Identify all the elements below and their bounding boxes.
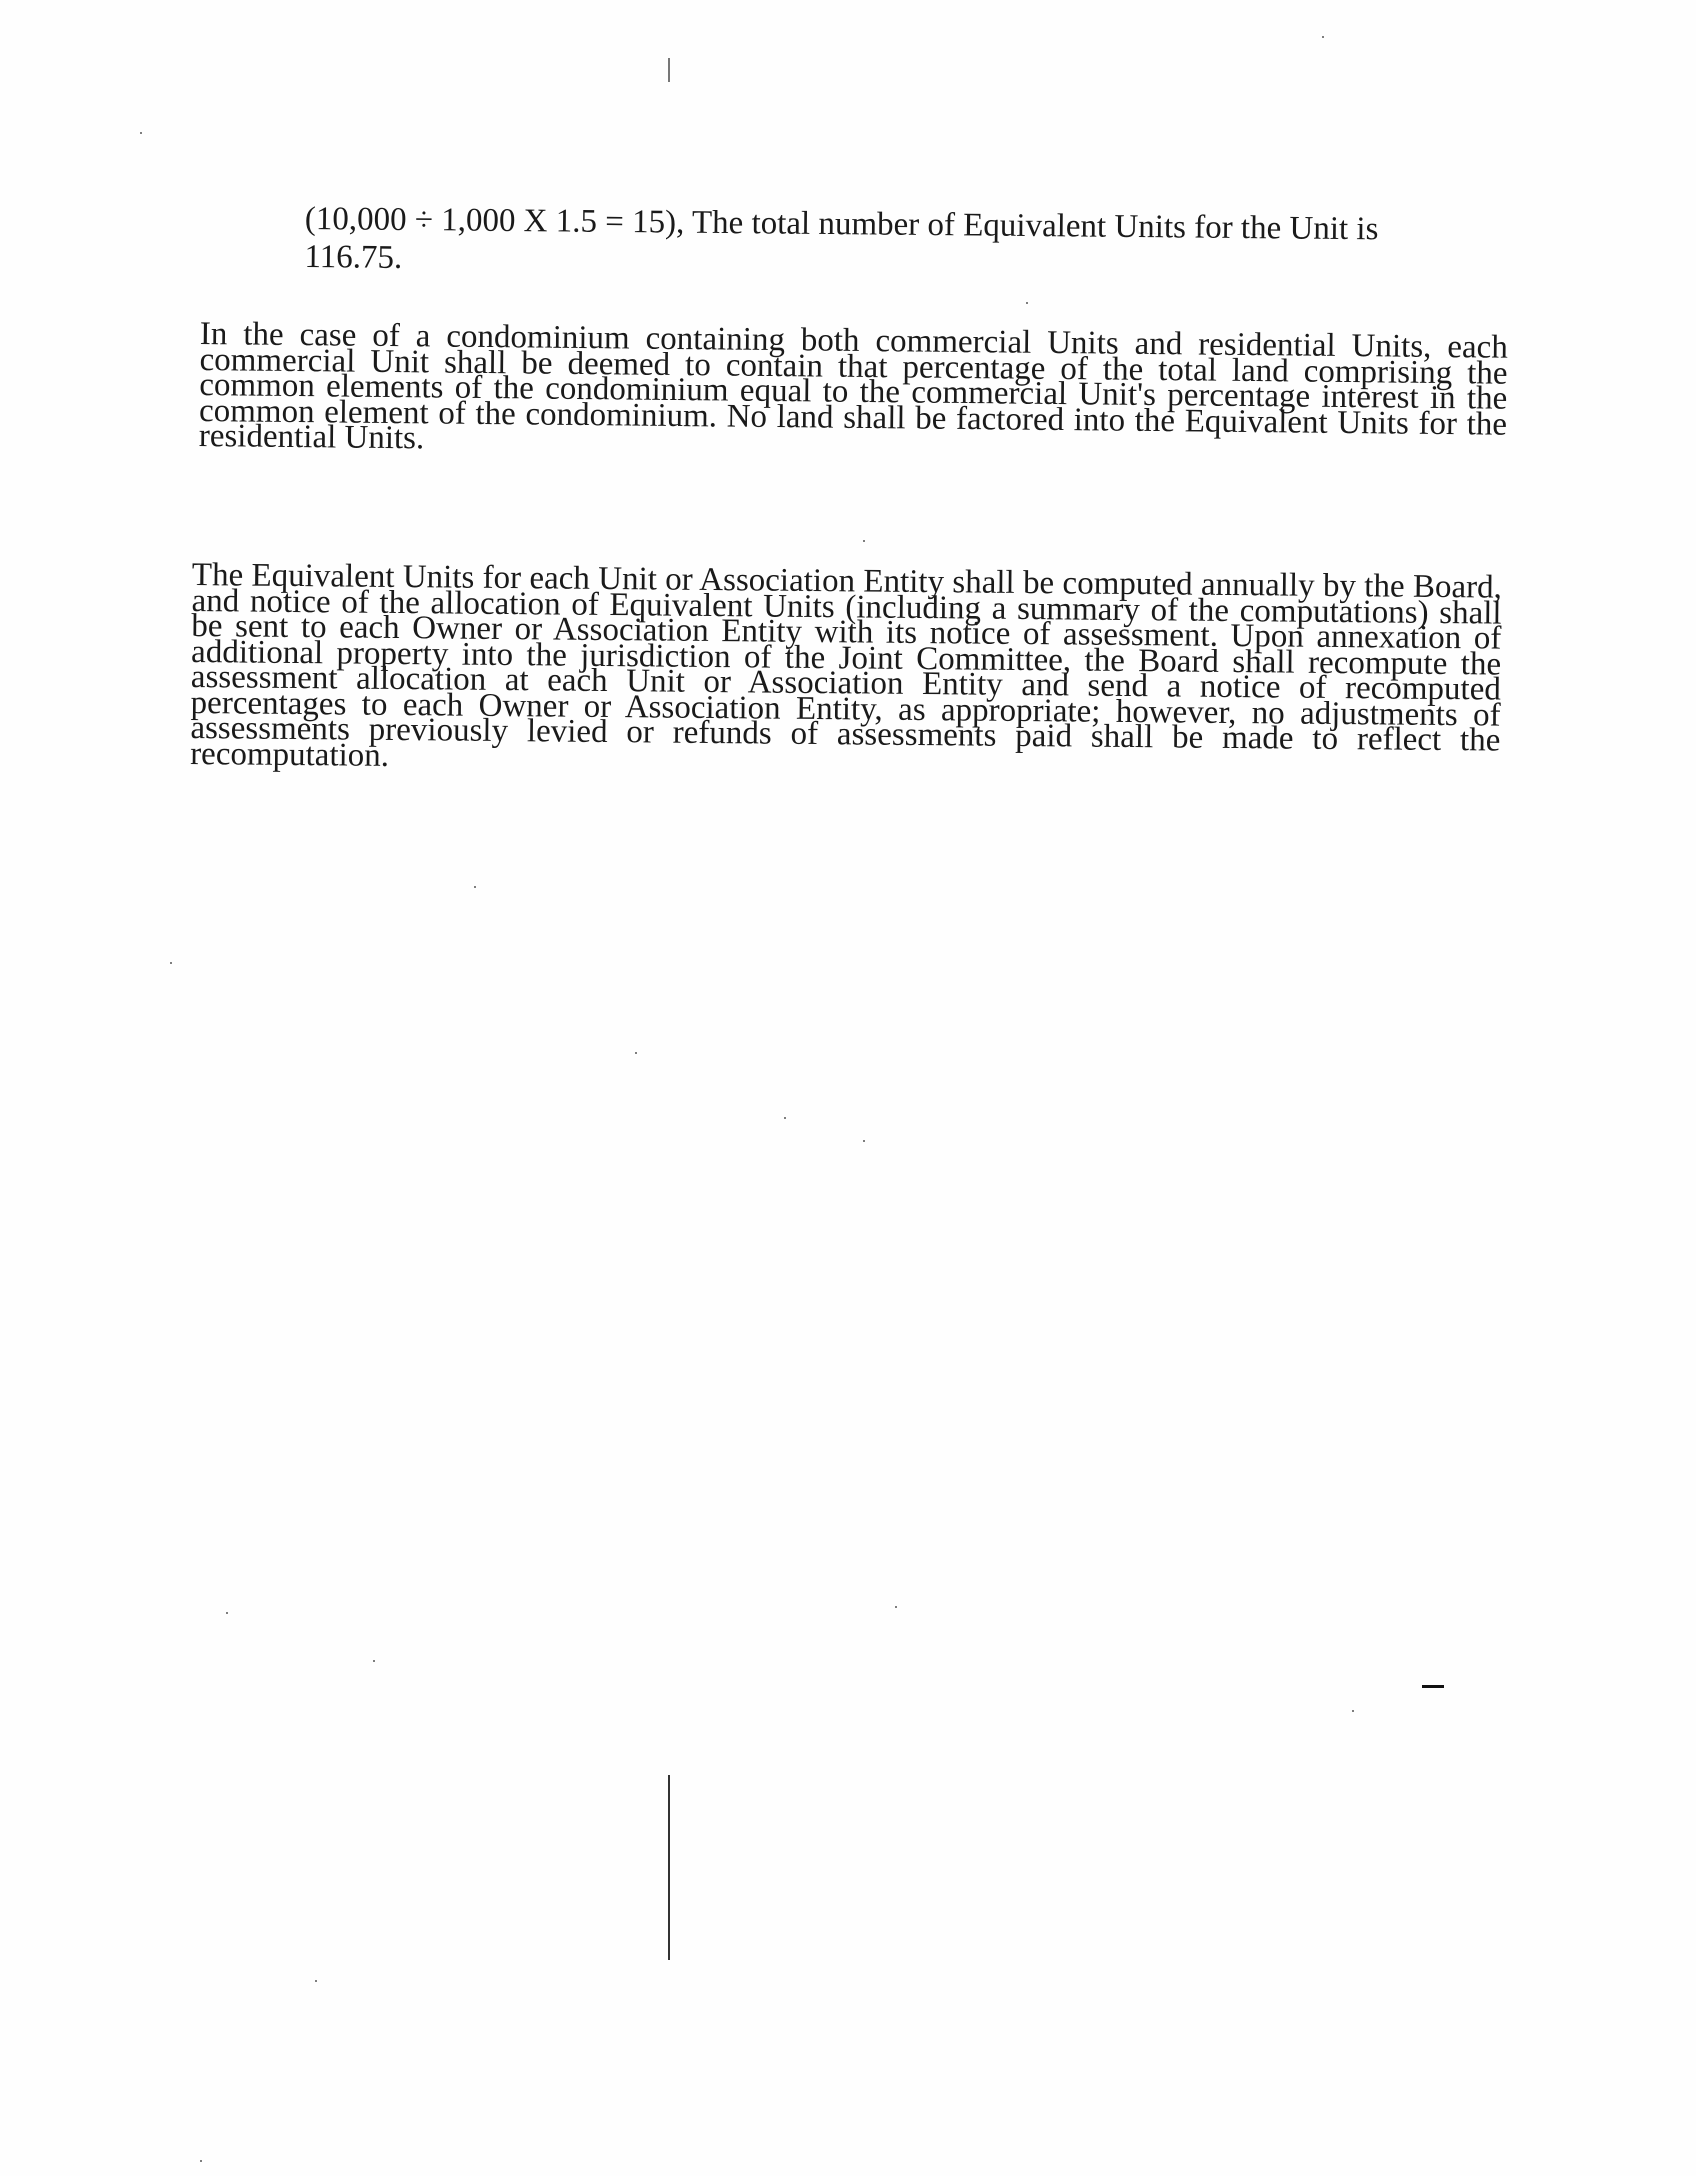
scan-speck [315, 1980, 317, 1982]
scan-speck [373, 1660, 375, 1662]
scan-speck [474, 886, 476, 888]
paragraph-commercial-units: In the case of a condominium containing both commercial Units and residential Units, each commercial Unit shall be deemed to contain that percentage of the total land comprising the common elements of the condominium equal to the commercial Unit's percentage interest in the common element of the condominium. No land shall be factored into the Equivalent Units for the residential Units. [198, 316, 1508, 457]
scan-speck [1352, 1710, 1354, 1712]
formula-block [304, 200, 1425, 287]
scan-speck [140, 132, 142, 134]
scan-speck [200, 2160, 202, 2162]
paragraph-equivalent-units: The Equivalent Units for each Unit or Association Entity shall be computed annually by the Board, and notice of the allocation of Equivalent Units (including a summary of the computations) shall be sent to each Owner or Association Entity with its notice of assessment. Upon annexation of additional property into the jurisdiction of the Joint Committee, the Board shall recompute the assessment allocation at each Unit or Association Entity and send a notice of recomputed percentages to each Owner or Association Entity, as appropriate; however, no adjustments of assessments previously levied or refunds of assessments paid shall be made to reflect the recomputation. [189, 557, 1502, 774]
scan-speck [170, 962, 172, 964]
scan-speck [635, 1052, 637, 1054]
scan-speck [226, 1612, 228, 1614]
formula-line: (10,000 ÷ 1,000 X 1.5 = 15), The total number of Equivalent Units for the Unit is [304, 200, 1379, 248]
scan-speck [1026, 302, 1028, 304]
scan-speck [1322, 36, 1324, 38]
scan-speck [895, 1606, 897, 1608]
scan-speck [784, 1117, 786, 1119]
scan-speck [863, 1140, 865, 1142]
scan-speck [863, 540, 865, 542]
scan-vertical-line [668, 1775, 670, 1960]
scan-mark-top [668, 58, 670, 82]
scan-dash [1422, 1685, 1444, 1688]
formula-result: 116.75. [304, 238, 403, 276]
